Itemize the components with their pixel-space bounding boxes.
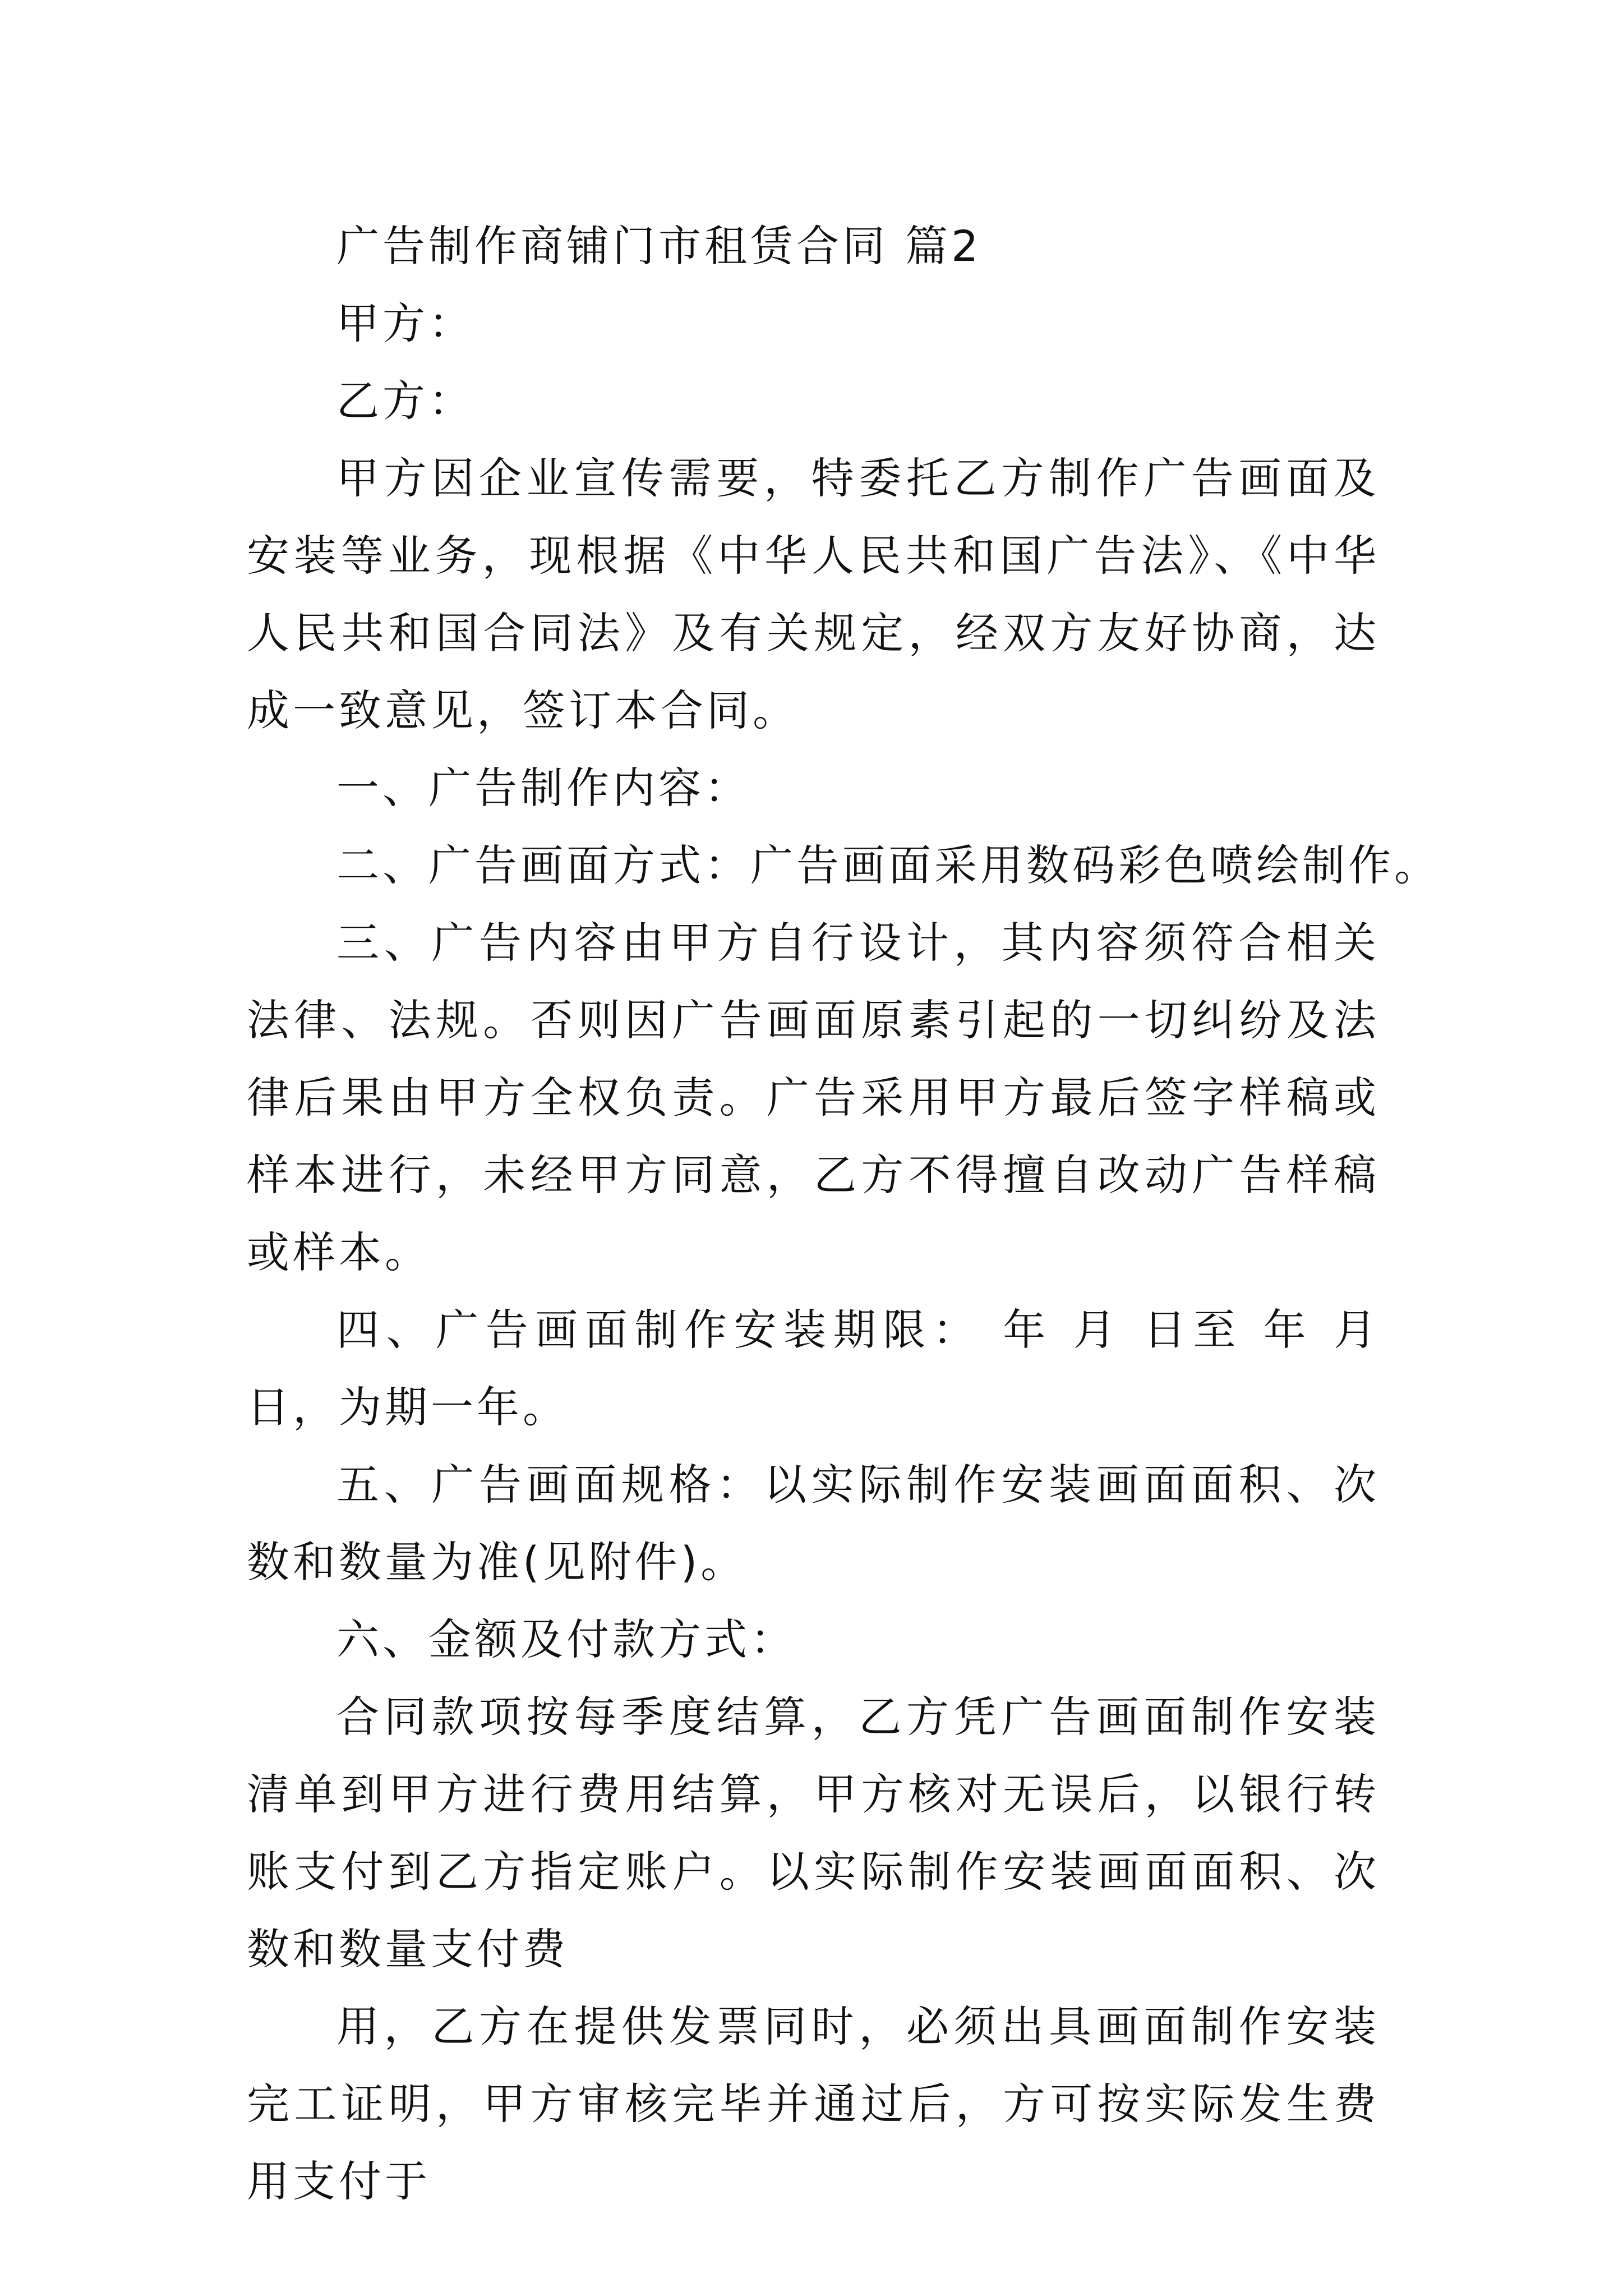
clause-2-paragraph: 二、广告画面方式：广告画面采用数码彩色喷绘制作。	[336, 840, 1440, 890]
clause-3-paragraph: 三、广告内容由甲方自行设计，其内容须符合相关法律、法规。否则因广告画面原素引起的一切纠纷及法律后果由甲方全权负责。广告采用甲方最后签字样稿或样本进行，未经甲方同意，乙方不得擅自改动广告样稿或样本。	[247, 918, 1380, 1277]
clause-4-paragraph: 四、广告画面制作安装期限： 年 月 日至 年 月 日，为期一年。	[247, 1305, 1380, 1432]
party-a-line: 甲方：	[336, 298, 474, 348]
document-body	[247, 208, 1440, 2220]
document-title: 广告制作商铺门市租赁合同 篇2	[336, 221, 982, 271]
payment-paragraph-1: 合同款项按每季度结算，乙方凭广告画面制作安装清单到甲方进行费用结算，甲方核对无误后，以银行转账支付到乙方指定账户。以实际制作安装画面面积、次数和数量支付费	[247, 1692, 1380, 1974]
party-b-line: 乙方：	[336, 376, 474, 426]
clause-1-paragraph: 一、广告制作内容：	[336, 763, 750, 813]
clause-5-paragraph: 五、广告画面规格：以实际制作安装画面面积、次数和数量为准(见附件)。	[247, 1460, 1380, 1587]
payment-paragraph-2: 用，乙方在提供发票同时，必须出具画面制作安装完工证明，甲方审核完毕并通过后，方可按实际发生费用支付于	[247, 2001, 1380, 2206]
clause-6-paragraph: 六、金额及付款方式：	[336, 1614, 796, 1664]
preamble-paragraph: 甲方因企业宣传需要，特委托乙方制作广告画面及安装等业务，现根据《中华人民共和国广告法》、《中华人民共和国合同法》及有关规定，经双方友好协商，达成一致意见，签订本合同。	[247, 453, 1380, 735]
